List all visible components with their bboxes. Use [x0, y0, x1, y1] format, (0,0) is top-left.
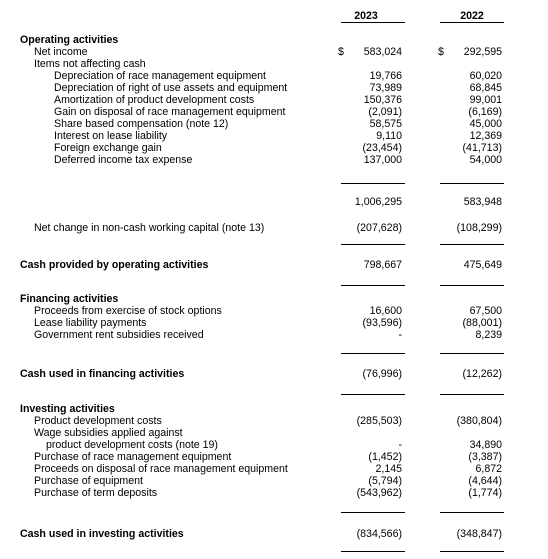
line-item-2023: (1,452) — [368, 451, 402, 463]
financing-total-rule-2023 — [341, 353, 405, 354]
line-item-label: Depreciation of right of use assets and equipment — [54, 82, 288, 94]
financing-total-label: Cash used in financing activities — [20, 368, 185, 380]
financing-total-2022: (12,262) — [462, 368, 502, 380]
line-item-2022: 68,845 — [469, 82, 502, 94]
wage-subsidies-label-cont: product development costs (note 19) — [46, 439, 218, 451]
investing-top-rule-2023 — [341, 394, 405, 395]
line-item-2023: 73,989 — [369, 82, 402, 94]
line-item-label: Deferred income tax expense — [54, 154, 193, 166]
product-dev-2022: (380,804) — [456, 415, 502, 427]
line-item-2023: - — [398, 329, 402, 341]
line-item-2023: (5,794) — [368, 475, 402, 487]
financing-title: Financing activities — [20, 293, 119, 305]
investing-total-2022: (348,847) — [456, 528, 502, 540]
line-item-2023: 137,000 — [363, 154, 402, 166]
working-capital-2023: (207,628) — [356, 222, 402, 234]
investing-total-rule-2022 — [440, 512, 504, 513]
line-item-2022: 54,000 — [469, 154, 502, 166]
net-income-label: Net income — [34, 46, 88, 58]
line-item-2023: 9,110 — [376, 130, 402, 142]
line-item-2023: (2,091) — [368, 106, 402, 118]
operating-subtotal-2023: 1,006,295 — [354, 196, 402, 208]
working-capital-label: Net change in non-cash working capital (note 13) — [34, 222, 265, 234]
operating-total-label: Cash provided by operating activities — [20, 259, 209, 271]
line-item-label: Proceeds on disposal of race management equipment — [34, 463, 288, 475]
line-item-label: Amortization of product development costs — [54, 94, 255, 106]
net-income-dollar-2022: $ — [438, 46, 444, 58]
line-item-label: Interest on lease liability — [54, 130, 168, 142]
line-item-2022: 99,001 — [469, 94, 502, 106]
line-item-2022: 67,500 — [469, 305, 502, 317]
operating-total-2022: 475,649 — [463, 259, 502, 271]
line-item-2023: (93,596) — [362, 317, 402, 329]
net-income-2023: 583,024 — [363, 46, 402, 58]
line-item-2023: (543,962) — [356, 487, 402, 499]
line-item-label: Share based compensation (note 12) — [54, 118, 229, 130]
operating-total-rule-2023 — [341, 244, 405, 245]
net-income-dollar-2023: $ — [338, 46, 344, 58]
line-item-2022: (6,169) — [468, 106, 502, 118]
investing-total-2023: (834,566) — [356, 528, 402, 540]
items-not-affecting-cash-label: Items not affecting cash — [34, 58, 146, 70]
financing-total-rule-2022 — [440, 353, 504, 354]
line-item-2023: 150,376 — [363, 94, 402, 106]
net-income-2022: 292,595 — [463, 46, 502, 58]
line-item-2022: 6,872 — [475, 463, 502, 475]
investing-title: Investing activities — [20, 403, 115, 415]
line-item-2023: (23,454) — [362, 142, 402, 154]
line-item-2023: 2,145 — [375, 463, 402, 475]
line-item-label: Purchase of equipment — [34, 475, 143, 487]
line-item-2022: (1,774) — [468, 487, 502, 499]
investing-bottom-rule-2023 — [341, 551, 405, 552]
product-dev-label: Product development costs — [34, 415, 162, 427]
line-item-2022: 8,239 — [475, 329, 502, 341]
operating-subtotal-2022: 583,948 — [463, 196, 502, 208]
line-item-label: Depreciation of race management equipment — [54, 70, 266, 82]
year-2023-header: 2023 — [354, 10, 378, 22]
line-item-2022: (4,644) — [468, 475, 502, 487]
year-2022-header: 2022 — [460, 10, 484, 22]
wage-subsidies-label: Wage subsidies applied against — [34, 427, 183, 439]
financing-top-rule-2023 — [341, 285, 405, 286]
line-item-label: Lease liability payments — [34, 317, 147, 329]
product-dev-2023: (285,503) — [356, 415, 402, 427]
line-item-label: Gain on disposal of race management equipment — [54, 106, 286, 118]
line-item-label: Government rent subsidies received — [34, 329, 204, 341]
wage-subsidies-2022: 34,890 — [469, 439, 502, 451]
operating-title: Operating activities — [20, 34, 119, 46]
line-item-2023: 58,575 — [369, 118, 402, 130]
operating-total-rule-2022 — [440, 244, 504, 245]
financing-top-rule-2022 — [440, 285, 504, 286]
investing-bottom-rule-2022 — [440, 551, 504, 552]
working-capital-2022: (108,299) — [456, 222, 502, 234]
financing-total-2023: (76,996) — [362, 368, 402, 380]
line-item-2022: 12,369 — [469, 130, 502, 142]
operating-total-2023: 798,667 — [363, 259, 402, 271]
header-rule-2023 — [341, 22, 405, 23]
line-item-2022: (41,713) — [462, 142, 502, 154]
operating-items-rule-2022 — [440, 183, 504, 184]
line-item-2022: (3,387) — [468, 451, 502, 463]
investing-total-rule-2023 — [341, 512, 405, 513]
investing-total-label: Cash used in investing activities — [20, 528, 184, 540]
wage-subsidies-2023: - — [398, 439, 402, 451]
operating-items-rule-2023 — [341, 183, 405, 184]
line-item-label: Foreign exchange gain — [54, 142, 162, 154]
line-item-label: Proceeds from exercise of stock options — [34, 305, 222, 317]
line-item-label: Purchase of term deposits — [34, 487, 158, 499]
line-item-2023: 16,600 — [369, 305, 402, 317]
investing-top-rule-2022 — [440, 394, 504, 395]
line-item-2023: 19,766 — [369, 70, 402, 82]
line-item-2022: (88,001) — [462, 317, 502, 329]
line-item-2022: 45,000 — [469, 118, 502, 130]
header-rule-2022 — [440, 22, 504, 23]
line-item-label: Purchase of race management equipment — [34, 451, 232, 463]
line-item-2022: 60,020 — [469, 70, 502, 82]
